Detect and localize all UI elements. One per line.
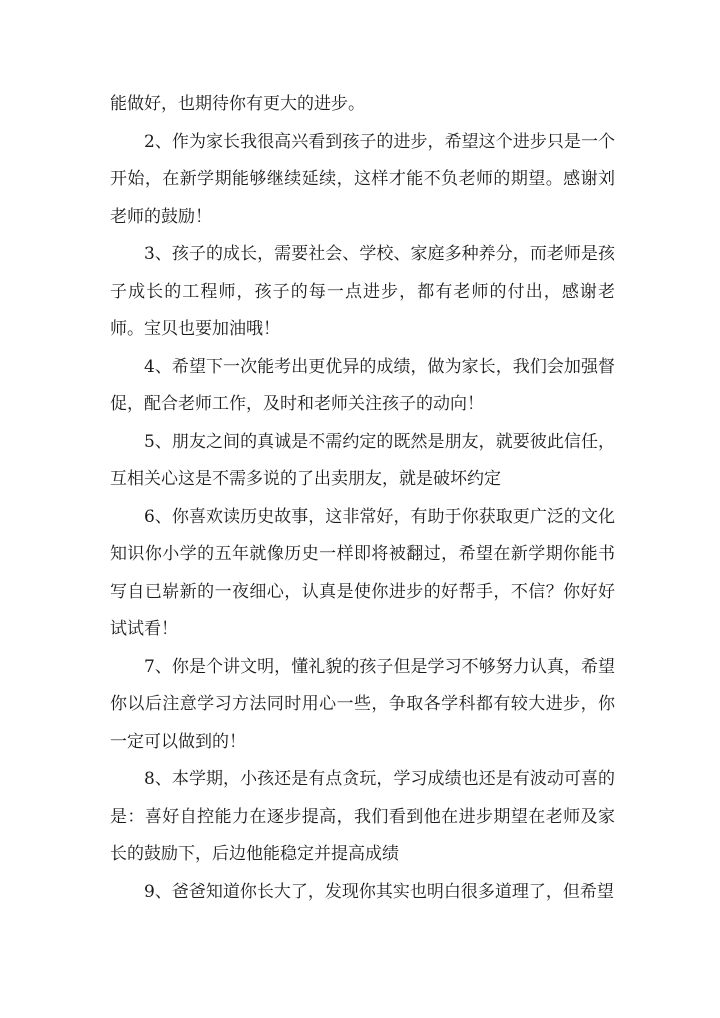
paragraph-7: 7、你是个讲文明，懂礼貌的孩子但是学习不够努力认真，希望你以后注意学习方法同时用心一些，争取各学科都有较大进步，你一定可以做到的！ [110,656,615,752]
paragraph-6: 6、你喜欢读历史故事，这非常好，有助于你获取更广泛的文化知识你小学的五年就像历史一样即将被翻过，希望在新学期你能书写自已崭新的一夜细心，认真是使你进步的好帮手，不信？你好好试试看！ [110,506,615,639]
paragraph-continuation: 能做好，也期待你有更大的进步。 [110,94,365,114]
paragraph-2: 2、作为家长我很高兴看到孩子的进步，希望这个进步只是一个开始，在新学期能够继续延续，这样才能不负老师的期望。感谢刘老师的鼓励！ [110,131,615,227]
paragraph-3: 3、孩子的成长，需要社会、学校、家庭多种养分，而老师是孩子成长的工程师，孩子的每一点进步，都有老师的付出，感谢老师。宝贝也要加油哦！ [110,244,615,339]
paragraph-4: 4、希望下一次能考出更优异的成绩，做为家长，我们会加强督促，配合老师工作，及时和老师关注孩子的动向！ [110,356,615,414]
paragraph-8: 8、本学期，小孩还是有点贪玩，学习成绩也还是有波动可喜的是：喜好自控能力在逐步提高，我们看到他在进步期望在老师及家长的鼓励下，后边他能稳定并提高成绩 [110,769,615,864]
paragraph-9: 9、爸爸知道你长大了，发现你其实也明白很多道理了，但希望 [144,881,614,902]
paragraph-5: 5、朋友之间的真诚是不需约定的既然是朋友，就要彼此信任，互相关心这是不需多说的了出卖朋友，就是破坏约定 [110,431,615,489]
document-body [110,86,615,911]
